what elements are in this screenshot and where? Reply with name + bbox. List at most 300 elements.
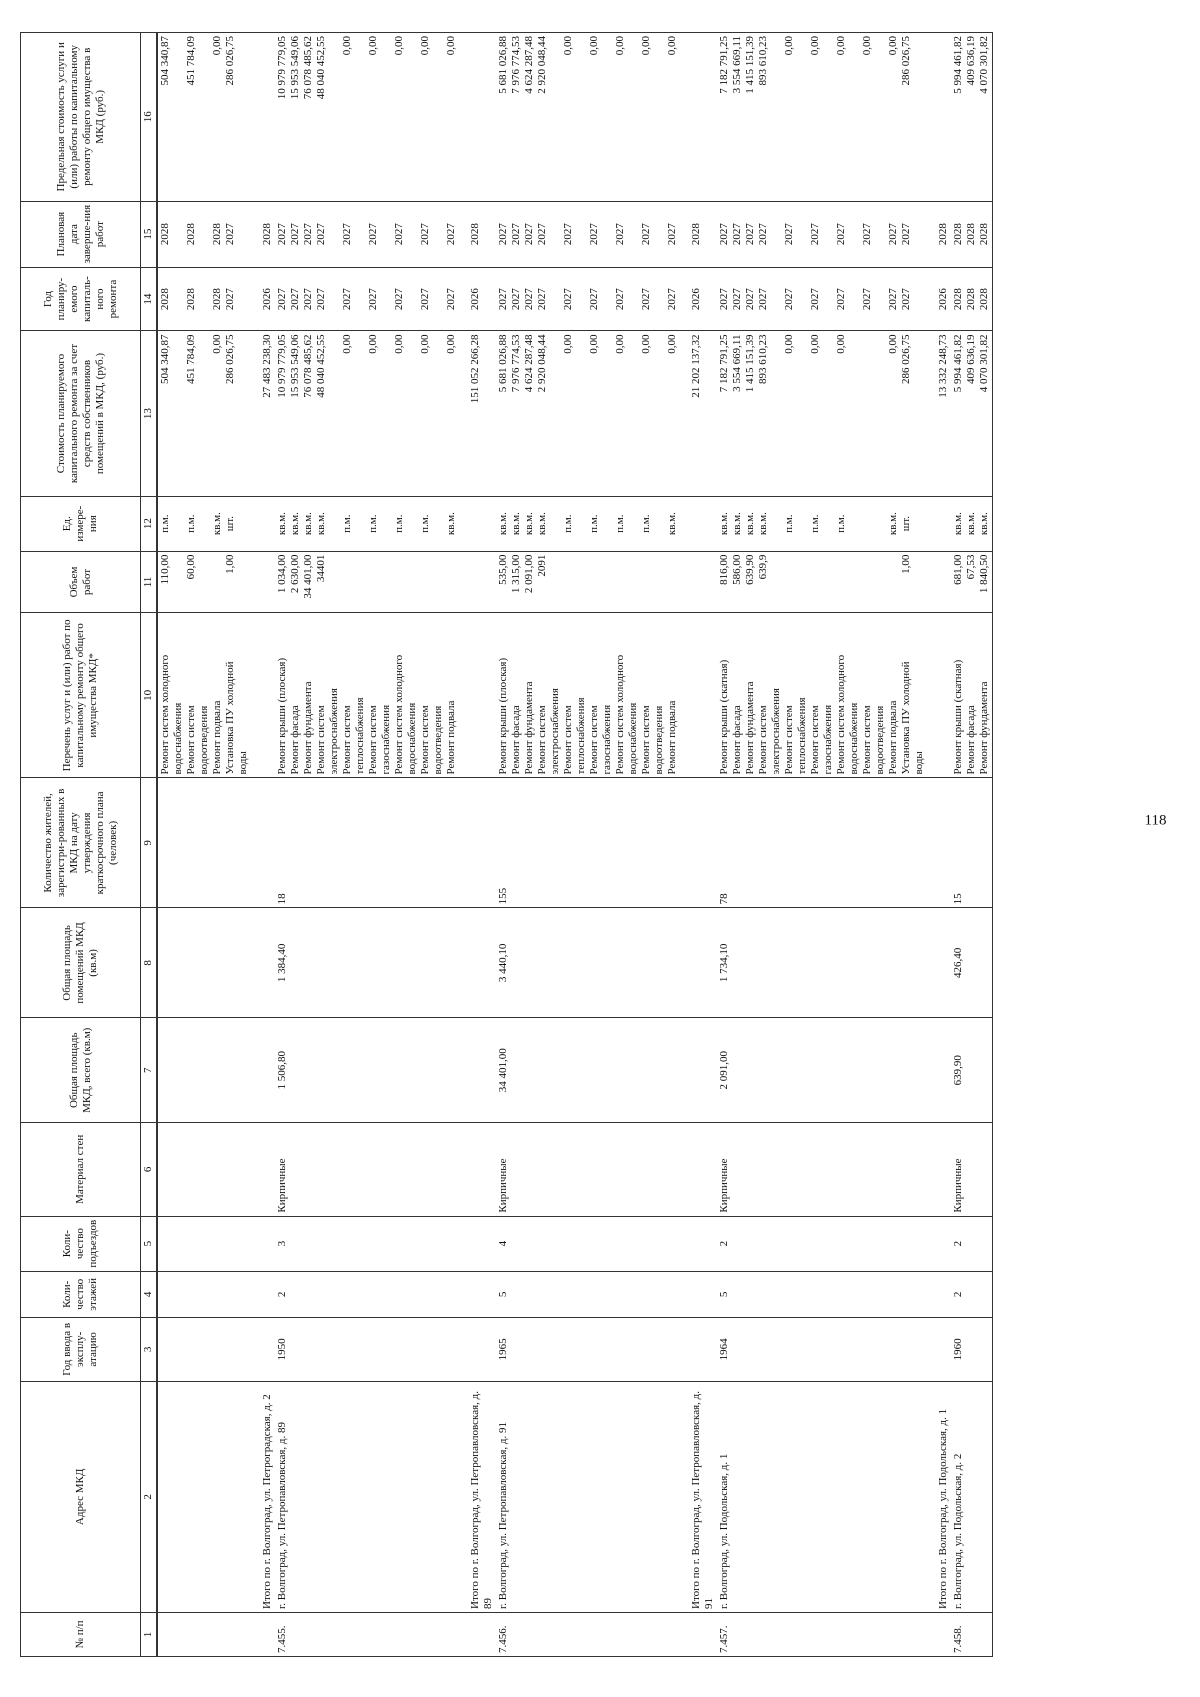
cell-line: 2027: [809, 288, 821, 311]
cell-line: [354, 205, 367, 264]
works-list: [157, 613, 251, 778]
cell-line: Ремонт фасада: [731, 705, 743, 775]
cell-line: Ремонт фундамента: [744, 681, 756, 775]
cell-line: [809, 555, 822, 610]
cell-line: 0,00: [614, 36, 626, 56]
cell-line: [913, 555, 926, 610]
limit-cost-list: [275, 33, 459, 202]
cell-line: 3 554 669,11: [731, 334, 743, 392]
column-number: 7: [141, 1018, 158, 1123]
cost-list: [157, 331, 251, 496]
total-end-date: 2028: [927, 201, 951, 267]
cell-line: 2027: [224, 288, 236, 311]
cell-line: 0,00: [887, 36, 899, 56]
cell-line: п.м.: [562, 514, 574, 533]
residents: 18: [275, 778, 459, 908]
cell-line: 2028: [159, 223, 171, 246]
total-year: 2026: [927, 267, 951, 331]
total-label: Итого по г. Волгоград, ул. Петроградская, д. 2: [251, 1381, 275, 1612]
cell-line: 2028: [952, 223, 964, 246]
cell-line: Ремонт крыши (плоская): [497, 657, 509, 775]
cell-line: 2027: [523, 223, 535, 246]
cell-line: [328, 271, 341, 328]
total-cost: 151 052 266,28: [459, 331, 496, 496]
cell-line: [432, 205, 445, 264]
cell-line: 2028: [978, 223, 990, 246]
total-label: Итого по г. Волгоград, ул. Подольская, д. 1: [927, 1381, 951, 1612]
cell-line: газоснабжения: [601, 704, 613, 775]
cell-line: 535,00: [497, 554, 509, 585]
cell-line: 286 026,75: [900, 36, 912, 86]
cell-line: Ремонт систем: [536, 705, 548, 775]
cell-line: 5 994 461,82: [952, 36, 964, 94]
limit-cost-list: [157, 33, 251, 202]
cell-line: 0,00: [783, 36, 795, 56]
table-body: [157, 33, 993, 1657]
cell-line: Ремонт систем: [562, 705, 574, 775]
total-cost: 13 332 248,73: [927, 331, 951, 496]
cell-line: 893 610,23: [757, 334, 769, 384]
cost-list: [717, 331, 927, 496]
cell-line: 2027: [744, 223, 756, 246]
cell-line: 7 976 774,53: [510, 36, 522, 94]
cell-line: Ремонт систем холодного: [835, 654, 847, 775]
cell-line: 2027: [640, 288, 652, 311]
cell-line: [393, 555, 406, 610]
end-date-list: [275, 201, 459, 267]
cell-line: 2027: [393, 288, 405, 311]
column-number: 12: [141, 496, 158, 551]
residents: 15: [951, 778, 993, 908]
cell-line: 2027: [393, 223, 405, 246]
column-number: 9: [141, 778, 158, 908]
cell-line: [653, 205, 666, 264]
cell-line: [575, 334, 588, 492]
cell-line: [601, 334, 614, 492]
cell-line: 2027: [445, 223, 457, 246]
cell-line: 2027: [835, 223, 847, 246]
header-cell: Плановая дата заверше-ния работ: [21, 201, 141, 267]
address: г. Волгоград, ул. Петропавловская, д. 89: [275, 1381, 459, 1612]
column-number: 3: [141, 1317, 158, 1381]
floors: 5: [717, 1271, 927, 1317]
header-cell: Ед. измере-ния: [21, 496, 141, 551]
commission-year: 1960: [951, 1317, 993, 1381]
cell-line: 2028: [159, 288, 171, 311]
cost-list: [275, 331, 459, 496]
table-row: [717, 33, 927, 1657]
cell-line: [848, 555, 861, 610]
wall-material: Кирпичные: [275, 1123, 459, 1217]
cell-line: [172, 271, 185, 328]
cell-line: [848, 271, 861, 328]
cell-line: [796, 334, 809, 492]
cell-line: Ремонт крыши (скатная): [952, 659, 964, 775]
wall-material: Кирпичные: [496, 1123, 680, 1217]
cell-line: [341, 555, 354, 610]
cell-line: [627, 205, 640, 264]
column-number: 14: [141, 267, 158, 331]
cell-line: 2027: [666, 288, 678, 311]
year-list: [157, 267, 251, 331]
cell-line: 2027: [718, 288, 730, 311]
cell-line: [601, 555, 614, 610]
cell-line: 1,00: [900, 554, 912, 574]
cell-line: кв.м.: [978, 512, 990, 536]
cell-line: кв.м.: [952, 512, 964, 536]
header-cell: № п/п: [21, 1612, 141, 1656]
rooms-area: 426,40: [951, 908, 993, 1018]
total-area: 34 401,00: [496, 1018, 680, 1123]
cell-line: [913, 334, 926, 492]
header-cell: Коли-чество подъездов: [21, 1216, 141, 1271]
cell-line: 2027: [861, 223, 873, 246]
cell-line: 2027: [588, 223, 600, 246]
cell-line: [874, 205, 887, 264]
cell-line: [848, 334, 861, 492]
cell-line: 2027: [900, 288, 912, 311]
cell-line: газоснабжения: [822, 704, 834, 775]
year-list: [496, 267, 680, 331]
cell-line: п.м.: [835, 514, 847, 533]
cell-line: [575, 36, 588, 198]
cell-line: 2028: [965, 288, 977, 311]
cell-line: 2028: [965, 223, 977, 246]
column-number: 13: [141, 331, 158, 496]
cell-line: Ремонт систем: [757, 705, 769, 775]
cell-line: Ремонт систем: [315, 705, 327, 775]
cell-line: 2027: [302, 288, 314, 311]
cell-line: [861, 555, 874, 610]
cell-line: кв.м.: [718, 512, 730, 536]
cell-line: 2027: [783, 288, 795, 311]
cell-line: Ремонт систем: [783, 705, 795, 775]
cell-line: электроснабжения: [328, 688, 340, 775]
cell-line: 504 340,87: [159, 334, 171, 384]
cell-line: 2027: [224, 223, 236, 246]
cell-line: 5 681 026,88: [497, 334, 509, 393]
cell-line: 286 026,75: [224, 36, 236, 86]
cell-line: Ремонт систем: [640, 705, 652, 775]
end-date-list: [951, 201, 993, 267]
cell-line: [354, 334, 367, 492]
cell-line: [601, 500, 614, 548]
cell-line: 2027: [276, 288, 288, 311]
cell-line: 2027: [562, 223, 574, 246]
cell-line: 34 401,00: [302, 554, 314, 599]
cell-line: кв.м.: [510, 512, 522, 536]
cell-line: Установка ПУ холодной: [900, 661, 912, 775]
cell-line: 2027: [341, 288, 353, 311]
entrances: 2: [717, 1216, 927, 1271]
cell-line: газоснабжения: [380, 704, 392, 775]
cell-line: 681,00: [952, 554, 964, 585]
cell-line: [367, 555, 380, 610]
entrances: 2: [951, 1216, 993, 1271]
cell-line: [848, 205, 861, 264]
cell-line: [770, 500, 783, 548]
cell-line: электроснабжения: [549, 688, 561, 775]
column-number: 5: [141, 1216, 158, 1271]
cell-line: кв.м.: [965, 512, 977, 536]
total-area: 1 506,80: [275, 1018, 459, 1123]
cell-line: 2027: [887, 288, 899, 311]
cell-line: [380, 555, 393, 610]
rooms-area: 1 734,10: [717, 908, 927, 1018]
unit-list: [951, 496, 993, 551]
cell-line: кв.м.: [289, 512, 301, 536]
cell-line: 0,00: [614, 334, 626, 354]
cell-line: 2027: [666, 223, 678, 246]
cell-line: Ремонт подвала: [887, 700, 899, 775]
cell-line: п.м.: [159, 514, 171, 533]
column-number: 15: [141, 201, 158, 267]
total-year: 2026: [459, 267, 496, 331]
cell-line: 2027: [757, 288, 769, 311]
header-cell: Общая площадь помещений МКД (кв.м): [21, 908, 141, 1018]
column-number-row: [141, 33, 158, 1657]
cell-line: 2027: [302, 223, 314, 246]
cell-line: [432, 500, 445, 548]
cell-line: 0,00: [445, 334, 457, 354]
cell-line: 15 953 549,06: [289, 36, 301, 100]
cell-line: 2027: [861, 288, 873, 311]
cell-line: [432, 271, 445, 328]
volume-list: [717, 551, 927, 613]
cell-line: [198, 334, 211, 492]
cell-line: теплоснабжения: [796, 697, 808, 775]
cell-line: [549, 500, 562, 548]
cell-line: 0,00: [211, 334, 223, 354]
cell-line: 0,00: [588, 334, 600, 354]
cell-line: 2027: [536, 223, 548, 246]
header-cell: Адрес МКД: [21, 1381, 141, 1612]
wall-material: Кирпичные: [717, 1123, 927, 1217]
column-number: 4: [141, 1271, 158, 1317]
table-row: [496, 33, 680, 1657]
cell-line: п.м.: [809, 514, 821, 533]
cell-line: [172, 555, 185, 610]
cell-line: 48 040 452,55: [315, 334, 327, 398]
cell-line: шт.: [900, 516, 912, 532]
cell-line: 2 920 048,44: [536, 36, 548, 94]
cell-line: 2028: [952, 288, 964, 311]
cell-line: 67,53: [965, 554, 977, 580]
floors: 2: [951, 1271, 993, 1317]
cell-line: [627, 334, 640, 492]
cell-line: кв.м.: [211, 512, 223, 536]
cell-line: [432, 555, 445, 610]
cell-line: [835, 555, 848, 610]
cell-line: 1 415 151,39: [744, 36, 756, 94]
cell-line: [406, 205, 419, 264]
cell-line: [328, 334, 341, 492]
total-end-date: 2028: [459, 201, 496, 267]
cell-line: 2027: [276, 223, 288, 246]
cell-line: [172, 334, 185, 492]
cell-line: [237, 500, 250, 548]
cell-line: 0,00: [783, 334, 795, 354]
header-cell: Предельная стоимость услуги и (или) работы по капитальному ремонту общего имущества в МКД (руб.): [21, 33, 141, 202]
cell-line: 0,00: [367, 36, 379, 56]
cell-line: п.м.: [783, 514, 795, 533]
cell-line: Ремонт систем холодного: [393, 654, 405, 775]
header-cell: Год планиру-емого капиталь-ного ремонта: [21, 267, 141, 331]
end-date-list: [496, 201, 680, 267]
rooms-area: 3 440,10: [496, 908, 680, 1018]
volume-list: [951, 551, 993, 613]
unit-list: [275, 496, 459, 551]
wall-material: Кирпичные: [951, 1123, 993, 1217]
cell-line: [848, 36, 861, 198]
cell-line: [406, 500, 419, 548]
cell-line: 639,9: [757, 554, 769, 580]
cell-line: [354, 500, 367, 548]
cell-line: [406, 555, 419, 610]
cell-line: 5 994 461,82: [952, 334, 964, 393]
header-cell: Стоимость планируемого капитального ремонта за счет средств собственников помещений в МКД, (руб.): [21, 331, 141, 496]
cell-line: 2028: [978, 288, 990, 311]
end-date-list: [157, 201, 251, 267]
cell-line: [380, 271, 393, 328]
cell-line: 4 624 287,48: [523, 334, 535, 393]
cell-line: [848, 500, 861, 548]
total-row: [680, 33, 717, 1657]
commission-year: 1965: [496, 1317, 680, 1381]
cell-line: 2027: [757, 223, 769, 246]
cell-line: [614, 555, 627, 610]
residents: 78: [717, 778, 927, 908]
cell-line: 2027: [536, 288, 548, 311]
cell-line: 0,00: [211, 36, 223, 56]
cell-line: [770, 555, 783, 610]
cell-line: Ремонт фундамента: [978, 681, 990, 775]
cell-line: п.м.: [341, 514, 353, 533]
works-list: [275, 613, 459, 778]
cell-line: теплоснабжения: [575, 697, 587, 775]
cell-line: 1 840,50: [978, 554, 990, 594]
cell-line: 0,00: [367, 334, 379, 354]
cell-line: [380, 334, 393, 492]
cell-line: [822, 334, 835, 492]
cell-line: [653, 555, 666, 610]
cell-line: [627, 271, 640, 328]
cell-line: 586,00: [731, 554, 743, 585]
cell-line: [796, 555, 809, 610]
cell-line: водоснабжения: [172, 702, 184, 775]
cell-line: [211, 555, 224, 610]
cell-line: кв.м.: [757, 512, 769, 536]
cell-line: [380, 36, 393, 198]
row-number: 7.456.: [496, 1612, 680, 1656]
cell-line: кв.м.: [731, 512, 743, 536]
header-cell: Перечень услуг и (или) работ по капитальному ремонту общего имущества МКД*: [21, 613, 141, 778]
table-header: [21, 33, 158, 1657]
cell-line: 2027: [835, 288, 847, 311]
header-cell: Коли-чество этажей: [21, 1271, 141, 1317]
cell-line: [874, 555, 887, 610]
commission-year: 1950: [275, 1317, 459, 1381]
cell-line: водоснабжения: [406, 702, 418, 775]
total-label: Итого по г. Волгоград, ул. Петропавловская, д. 89: [459, 1381, 496, 1612]
cell-line: 110,00: [159, 554, 171, 585]
year-list: [951, 267, 993, 331]
cell-line: [770, 271, 783, 328]
cell-line: 7 976 774,53: [510, 334, 522, 393]
cell-line: [328, 36, 341, 198]
cell-line: 2028: [211, 223, 223, 246]
cell-line: 10 979 779,05: [276, 334, 288, 398]
cell-line: 893 610,23: [757, 36, 769, 86]
cell-line: [237, 271, 250, 328]
cell-line: 2 091,00: [523, 554, 535, 594]
cell-line: [770, 36, 783, 198]
cell-line: [198, 271, 211, 328]
cell-line: 7 182 791,25: [718, 334, 730, 393]
cell-line: кв.м.: [497, 512, 509, 536]
header-cell: Общая площадь МКД, всего (кв.м): [21, 1018, 141, 1123]
cell-line: п.м.: [640, 514, 652, 533]
cell-line: [874, 271, 887, 328]
cell-line: [796, 36, 809, 198]
cell-line: [601, 36, 614, 198]
cell-line: 2027: [640, 223, 652, 246]
cell-line: [432, 36, 445, 198]
cost-list: [496, 331, 680, 496]
limit-cost-list: [951, 33, 993, 202]
cell-line: 0,00: [562, 334, 574, 354]
table-row: [275, 33, 459, 1657]
cell-line: 4 070 301,82: [978, 36, 990, 94]
header-cell: Количество жителей, зарегистри-рованных в МКД на дату утверждения краткосрочного плана (человек): [21, 778, 141, 908]
cell-line: 2027: [419, 223, 431, 246]
cell-line: 2027: [731, 288, 743, 311]
total-cost: 27 483 238,30: [251, 331, 275, 496]
cell-line: [354, 36, 367, 198]
year-list: [717, 267, 927, 331]
cell-line: водоотведения: [198, 705, 210, 775]
cell-line: [172, 36, 185, 198]
cell-line: 2027: [783, 223, 795, 246]
cell-line: 0,00: [809, 334, 821, 354]
cell-line: [913, 205, 926, 264]
cell-line: Ремонт фундамента: [302, 681, 314, 775]
entrances: 4: [496, 1216, 680, 1271]
volume-list: [157, 551, 251, 613]
total-area: 2 091,00: [717, 1018, 927, 1123]
cell-line: Ремонт фасада: [965, 705, 977, 775]
repair-plan-table: [20, 32, 993, 1657]
cell-line: [822, 271, 835, 328]
cell-line: [198, 555, 211, 610]
cell-line: 286 026,75: [900, 334, 912, 384]
cell-line: 2027: [887, 223, 899, 246]
cell-line: 60,00: [185, 554, 197, 580]
total-end-date: 2028: [680, 201, 717, 267]
cell-line: 0,00: [640, 334, 652, 354]
cell-line: [419, 555, 432, 610]
cell-line: 0,00: [562, 36, 574, 56]
floors: 2: [275, 1271, 459, 1317]
cell-line: [874, 36, 887, 198]
cell-line: п.м.: [419, 514, 431, 533]
cell-line: 2028: [185, 288, 197, 311]
cell-line: Ремонт систем: [185, 705, 197, 775]
end-date-list: [717, 201, 927, 267]
volume-list: [275, 551, 459, 613]
cell-line: 451 784,09: [185, 334, 197, 384]
cell-line: 409 636,19: [965, 36, 977, 86]
